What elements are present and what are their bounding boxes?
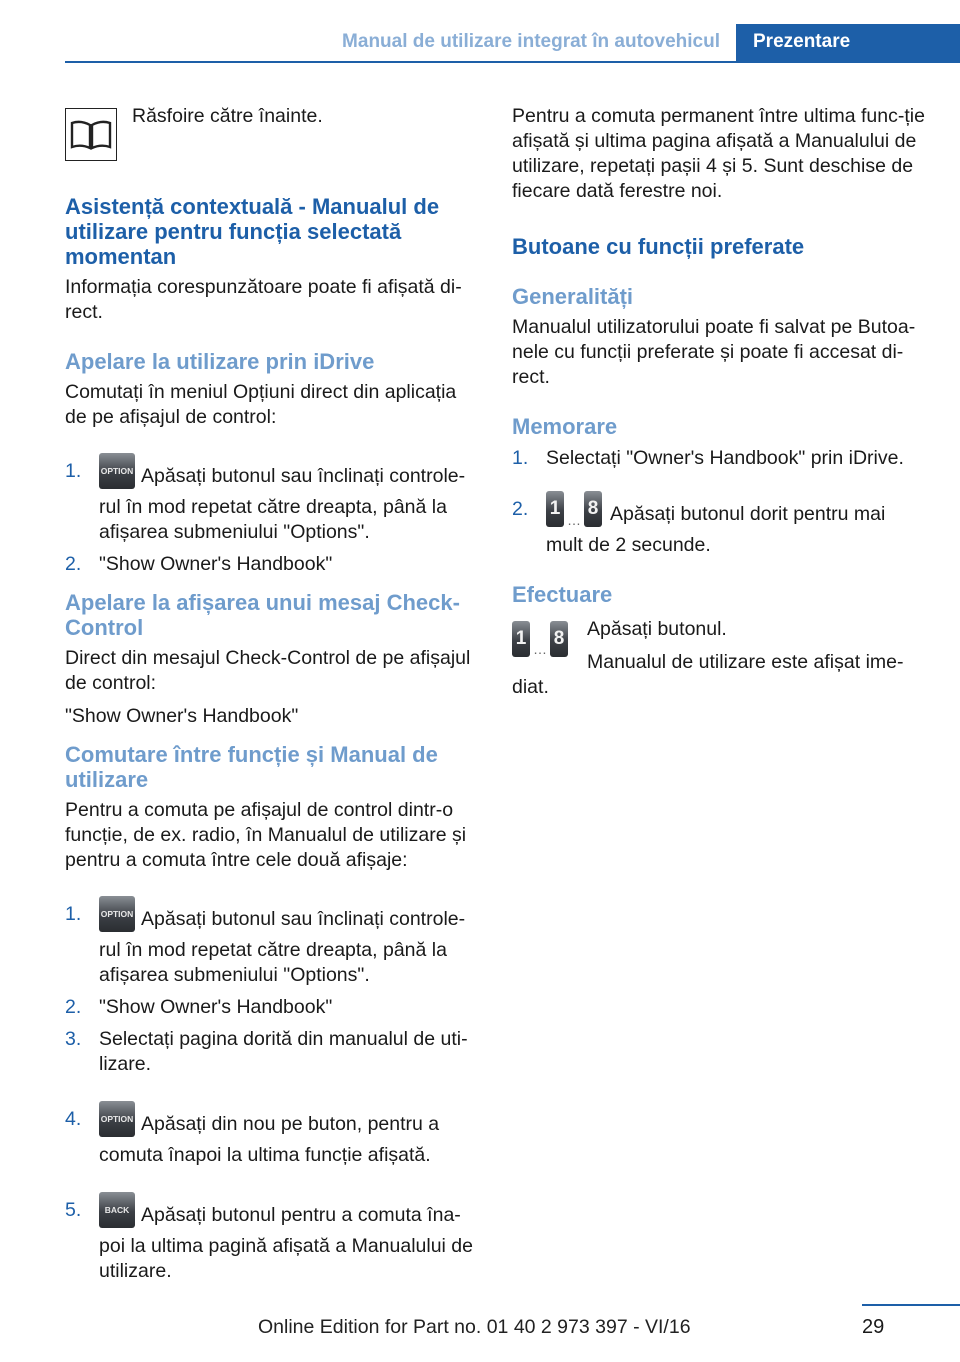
heading-context: Asistență contextuală - Manualul de utilizare pentru funcția selectată momentan: [65, 194, 440, 269]
heading-store: Memorare: [512, 414, 618, 439]
heading-favorites: Butoane cu funcții preferate: [512, 234, 805, 259]
step-number: 5.: [65, 1199, 82, 1221]
step-text: Selectați "Owner's Handbook" prin iDrive.: [546, 447, 904, 469]
step-text: Apăsați din nou pe buton, pentru a comuta înapoi la ultima funcție afișată.: [99, 1113, 440, 1166]
footer-edition: Online Edition for Part no. 01 40 2 973 397 - VI/16: [258, 1316, 691, 1338]
paragraph-switch: Pentru a comuta pe afișajul de control dintr-o funcție, de ex. radio, în Manualul de utilizare și pentru a comuta între cele două afișaje:: [65, 799, 467, 871]
step-text: Apăsați butonul sau înclinați controle‐rul în mod repetat către dreapta, până la afișarea submeniului "Options".: [99, 908, 466, 986]
paragraph-idrive: Comutați în meniul Opțiuni direct din aplicația de pe afișajul de control:: [65, 381, 457, 428]
option-button-icon: OPTION: [99, 896, 135, 932]
step-number: 2.: [65, 996, 82, 1018]
idrive-steps-list: [65, 459, 483, 577]
ellipsis-icon: …: [567, 512, 581, 528]
list-item: [512, 446, 927, 471]
step-number: 3.: [65, 1028, 82, 1050]
execute-block: [512, 617, 927, 700]
header-rule: [65, 61, 960, 63]
paragraph-context: Informația corespunzătoare poate fi afișată di‐rect.: [65, 276, 462, 323]
option-button-icon: OPTION: [99, 453, 135, 489]
list-item: [65, 1027, 483, 1077]
step-number: 2.: [512, 498, 529, 520]
list-item: [65, 1198, 483, 1284]
list-item: [65, 995, 483, 1020]
store-steps-list: [512, 446, 927, 558]
favorite-buttons-icon: [512, 621, 568, 657]
heading-execute: Efectuare: [512, 582, 613, 607]
step-text: "Show Owner's Handbook": [99, 553, 333, 575]
heading-idrive: Apelare la utilizare prin iDrive: [65, 349, 375, 374]
step-text: Selectați pagina dorită din manualul de uti‐lizare.: [99, 1028, 468, 1075]
favorite-button-1-icon: 1: [512, 621, 530, 657]
section-tab: Prezentare: [736, 24, 960, 63]
page-number: 29: [862, 1316, 885, 1338]
paragraph-general: Manualul utilizatorului poate fi salvat pe Butoa‐nele cu funcții preferate și poate fi accesat di‐rect.: [512, 316, 916, 388]
paragraph-execute-2-text: Manualul de utilizare este afișat ime‐diat.: [512, 651, 904, 698]
option-button-icon: OPTION: [99, 1101, 135, 1137]
step-text: Apăsați butonul pentru a comuta îna‐poi la ultima pagină afișată a Manualului de utilizare.: [99, 1204, 473, 1282]
favorite-button-8-icon: 8: [584, 491, 602, 527]
ellipsis-icon: …: [533, 641, 547, 657]
header-title: Manual de utilizare integrat în autovehicul: [342, 31, 720, 52]
step-text: Apăsați butonul dorit pentru mai mult de 2 secunde.: [546, 503, 886, 556]
book-icon: [65, 108, 117, 161]
paragraph-check-control-2: "Show Owner's Handbook": [65, 705, 299, 727]
paragraph-execute-2: [512, 650, 927, 700]
step-text: "Show Owner's Handbook": [99, 996, 333, 1018]
step-number: 1.: [65, 460, 82, 482]
heading-check-control: Apelare la afișarea unui mesaj Check-Control: [65, 590, 460, 640]
right-column: [512, 100, 927, 700]
step-number: 1.: [65, 903, 82, 925]
favorite-button-8-icon: 8: [550, 621, 568, 657]
step-number: 2.: [65, 553, 82, 575]
step-number: 1.: [512, 447, 529, 469]
browse-text: Răsfoire către înainte.: [132, 105, 323, 127]
list-item: [65, 1107, 483, 1168]
list-item: [65, 552, 483, 577]
step-text: Apăsați butonul sau înclinați controle‐rul în mod repetat către dreapta, până la afișarea submeniului "Options".: [99, 465, 466, 543]
paragraph-execute-1: Apăsați butonul.: [587, 618, 727, 640]
switch-steps-list: [65, 902, 483, 1284]
list-item: [512, 497, 927, 558]
browse-row: [65, 100, 483, 190]
favorite-button-1-icon: 1: [546, 491, 564, 527]
heading-general: Generalități: [512, 284, 634, 309]
list-item: [65, 459, 483, 545]
list-item: [65, 902, 483, 988]
back-button-icon: BACK: [99, 1192, 135, 1228]
step-number: 4.: [65, 1108, 82, 1130]
left-column: [65, 100, 483, 1284]
paragraph-permanent: Pentru a comuta permanent între ultima func‐ție afișată și ultima pagina afișată a Manualului de utilizare, repetați pașii 4 și 5. Sunt deschise de fiecare dată ferestre noi.: [512, 105, 925, 202]
paragraph-check-control: Direct din mesajul Check-Control de pe afișajul de control:: [65, 647, 471, 694]
heading-switch: Comutare între funcție și Manual de utilizare: [65, 742, 438, 792]
footer-rule: [862, 1304, 960, 1306]
